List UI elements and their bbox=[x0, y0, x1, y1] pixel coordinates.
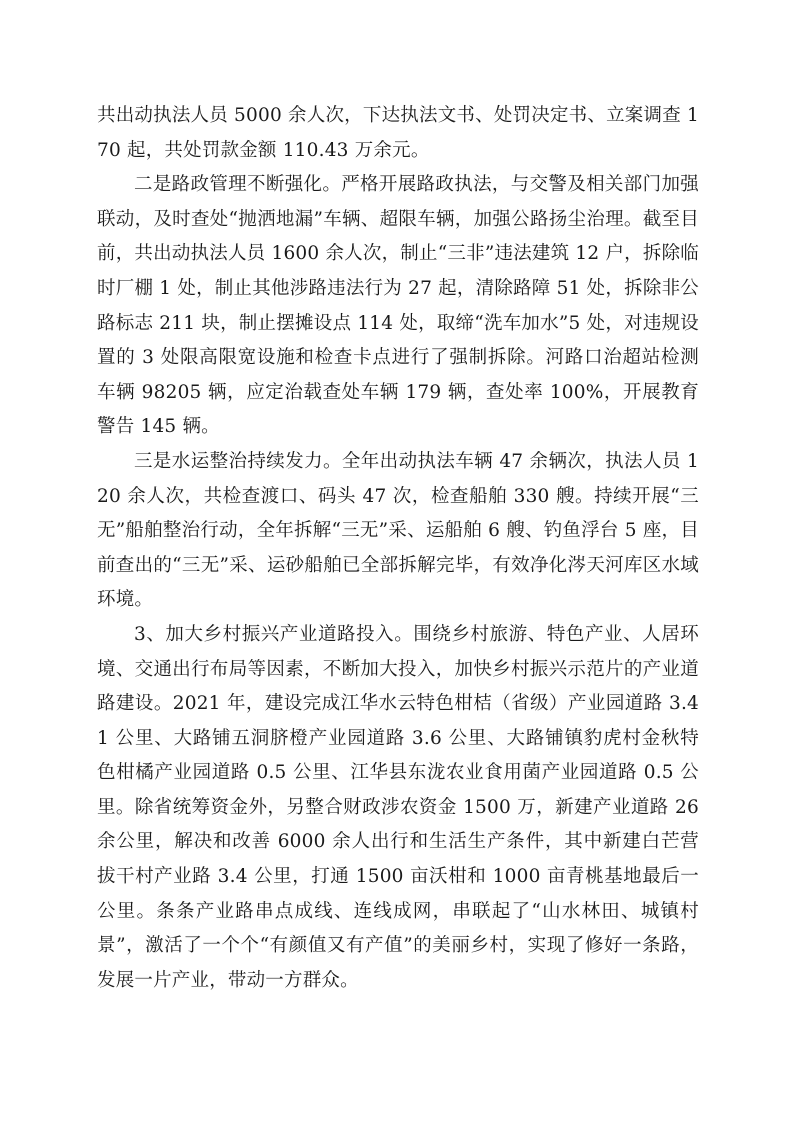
paragraph-road-administration: 二是路政管理不断强化。严格开展路政执法，与交警及相关部门加强联动，及时查处“抛洒地漏”车辆、超限车辆，加强公路扬尘治理。截至目前，共出动执法人员 1600 余人次，制止“三非”违法建筑 12 户，拆除临时厂棚 1 处，制止其他涉路违法行为 27 起，清除路障 51 处，拆除非公路标志 211 块，制止摆摊设点 114 处，取缔“洗车加水”5 处，对违规设置的 3 处限高限宽设施和检查卡点进行了强制拆除。河路口治超站检测车辆 98205 辆，应定治载查处车辆 179 辆，查处率 100%，开展教育警告 145 辆。 bbox=[97, 174, 699, 438]
paragraph-waterway-rectification: 三是水运整治持续发力。全年出动执法车辆 47 余辆次，执法人员 120 余人次，共检查渡口、码头 47 次，检查船舶 330 艘。持续开展“三无”船舶整治行动，全年拆解“三无”采、运船舶 6 艘、钓鱼浮台 5 座，目前查出的“三无”采、运砂船舶已全部拆解完毕，有效净化涔天河库区水域环境。 bbox=[97, 450, 699, 611]
paragraph-rural-industry-roads: 3、加大乡村振兴产业道路投入。围绕乡村旅游、特色产业、人居环境、交通出行布局等因素，不断加大投入，加快乡村振兴示范片的产业道路建设。2021 年，建设完成江华水云特色柑桔（省级）产业园道路 3.41 公里、大路铺五洞脐橙产业园道路 3.6 公里、大路铺镇豹虎村金秋特色柑橘产业园道路 0.5 公里、江华县东泷农业食用菌产业园道路 0.5 公里。除省统筹资金外，另整合财政涉农资金 1500 万，新建产业道路 26 余公里，解决和改善 6000 余人出行和生活生产条件，其中新建白芒营拔干村产业路 3.4 公里，打通 1500 亩沃柑和 1000 亩青桃基地最后一公里。条条产业路串点成线、连线成网，串联起了“山水林田、城镇村景”，激活了一个个“有颜值又有产值”的美丽乡村，实现了修好一条路，发展一片产业，带动一方群众。 bbox=[97, 623, 699, 991]
document-body bbox=[97, 99, 699, 998]
paragraph-enforcement-summary: 共出动执法人员 5000 余人次，下达执法文书、处罚决定书、立案调查 170 起，共处罚款金额 110.43 万余元。 bbox=[97, 105, 699, 161]
